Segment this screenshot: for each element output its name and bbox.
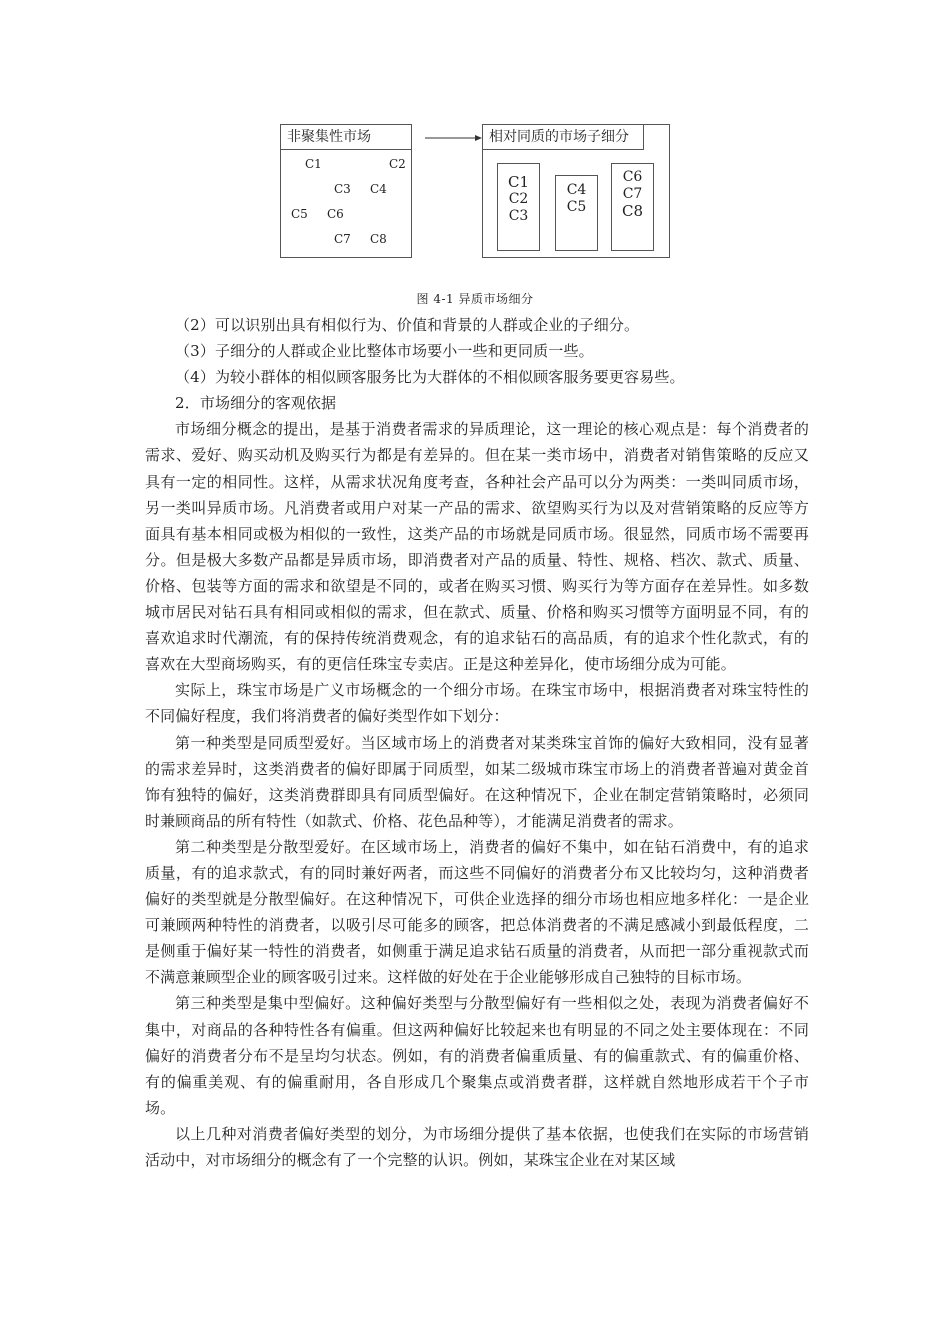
segment-group-1 (497, 163, 540, 251)
non-aggregated-market-box (280, 124, 412, 258)
group1-c1: C1 (507, 173, 530, 191)
paragraph: 第二种类型是分散型爱好。在区域市场上，消费者的偏好不集中，如在钻石消费中，有的追求质量，有的追求款式，有的同时兼好两者，而这些不同偏好的消费者分布又比较均匀，这种消费者偏好的类型就是分散型偏好。在这种情况下，可供企业选择的细分市场也相应地多样化：一是企业可兼顾两种特性的消费者，以吸引尽可能多的顾客，把总体消费者的不满足感减小到最低程度，二是侧重于偏好某一特性的消费者，如侧重于满足追求钻石质量的消费者，从而把一部分重视款式而不满意兼顾型企业的顾客吸引过来。这样做的好处在于企业能够形成自己独特的目标市场。 (145, 837, 809, 987)
paragraph: 市场细分概念的提出，是基于消费者需求的异质理论，这一理论的核心观点是：每个消费者的需求、爱好、购买动机及购买行为都是有差异的。但在某一类市场中，消费者对销售策略的反应又具有一定的相同性。这样，从需求状况角度考查，各种社会产品可以分为两类：一类叫同质市场，另一类叫异质市场。凡消费者或用户对某一产品的需求、欲望购买行为以及对营销策略的反应等方面具有基本相同或极为相似的一致性，这类产品的市场就是同质市场。很显然，同质市场不需要再分。但是极大多数产品都是异质市场，即消费者对产品的质量、特性、规格、档次、款式、质量、价格、包装等方面的需求和欲望是不同的，或者在购买习惯、购买行为等方面存在差异性。如多数城市居民对钻石具有相同或相似的需求，但在款式、质量、价格和购买习惯等方面明显不同，有的喜欢追求时代潮流，有的保持传统消费观念，有的追求钻石的高品质，有的追求个性化款式，有的喜欢在大型商场购买，有的更信任珠宝专卖店。正是这种差异化，使市场细分成为可能。 (145, 420, 809, 674)
list-item: （2）可以识别出具有相似行为、价值和背景的人群或企业的子细分。 (175, 316, 640, 334)
paragraph: 实际上，珠宝市场是广义市场概念的一个细分市场。在珠宝市场中，根据消费者对珠宝特性的不同偏好程度，我们将消费者的偏好类型作如下划分： (145, 681, 809, 726)
label-c3: C3 (334, 182, 351, 196)
group2-c5: C5 (566, 199, 587, 215)
left-box-title: 非聚集性市场 (281, 125, 412, 150)
list-item: （3）子细分的人群或企业比整体市场要小一些和更同质一些。 (175, 342, 594, 361)
group1-c3: C3 (508, 208, 529, 224)
paragraph: 以上几种对消费者偏好类型的划分，为市场细分提供了基本依据，也使我们在实际的市场营销活动中，对市场细分的概念有了一个完整的认识。例如，某珠宝企业在对某区域 (145, 1124, 809, 1169)
figure-caption: 图 4-1 异质市场细分 (416, 292, 534, 306)
group2-c4: C4 (566, 182, 587, 198)
segment-group-2 (555, 175, 598, 251)
homogeneous-subsegments-box (482, 124, 670, 258)
label-c4: C4 (370, 182, 387, 196)
arrow-icon (425, 134, 483, 142)
label-c6: C6 (327, 207, 344, 221)
figure-heterogeneous-market (280, 124, 670, 284)
list-item: （4）为较小群体的相似顾客服务比为大群体的不相似顾客服务要更容易些。 (175, 368, 685, 387)
right-box-title: 相对同质的市场子细分 (483, 125, 644, 150)
group3-c6: C6 (622, 169, 643, 185)
segment-group-3 (611, 163, 654, 251)
label-c1: C1 (305, 157, 322, 171)
section-heading: 2．市场细分的客观依据 (175, 394, 337, 413)
label-c7: C7 (334, 232, 351, 246)
group3-c7: C7 (622, 186, 643, 202)
paragraph: 第一种类型是同质型爱好。当区域市场上的消费者对某类珠宝首饰的偏好大致相同，没有显著的需求差异时，这类消费者的偏好即属于同质型，如某二级城市珠宝市场上的消费者普遍对黄金首饰有独特的偏好，这类消费群即具有同质型偏好。在这种情况下，企业在制定营销策略时，必须同时兼顾商品的所有特性（如款式、价格、花色品种等），才能满足消费者的需求。 (145, 733, 809, 830)
document-body (145, 312, 809, 1173)
label-c2: C2 (389, 157, 406, 171)
group3-c8: C8 (621, 202, 644, 220)
paragraph: 第三种类型是集中型偏好。这种偏好类型与分散型偏好有一些相似之处，表现为消费者偏好不集中，对商品的各种特性各有偏重。但这两种偏好比较起来也有明显的不同之处主要体现在：不同偏好的消费者分布不是呈均匀状态。例如，有的消费者偏重质量、有的偏重款式、有的偏重价格、有的偏重美观、有的偏重耐用，各自形成几个聚集点或消费者群，这样就自然地形成若干个子市场。 (145, 994, 809, 1117)
label-c8: C8 (370, 232, 387, 246)
label-c5: C5 (291, 207, 308, 221)
group1-c2: C2 (508, 191, 529, 207)
